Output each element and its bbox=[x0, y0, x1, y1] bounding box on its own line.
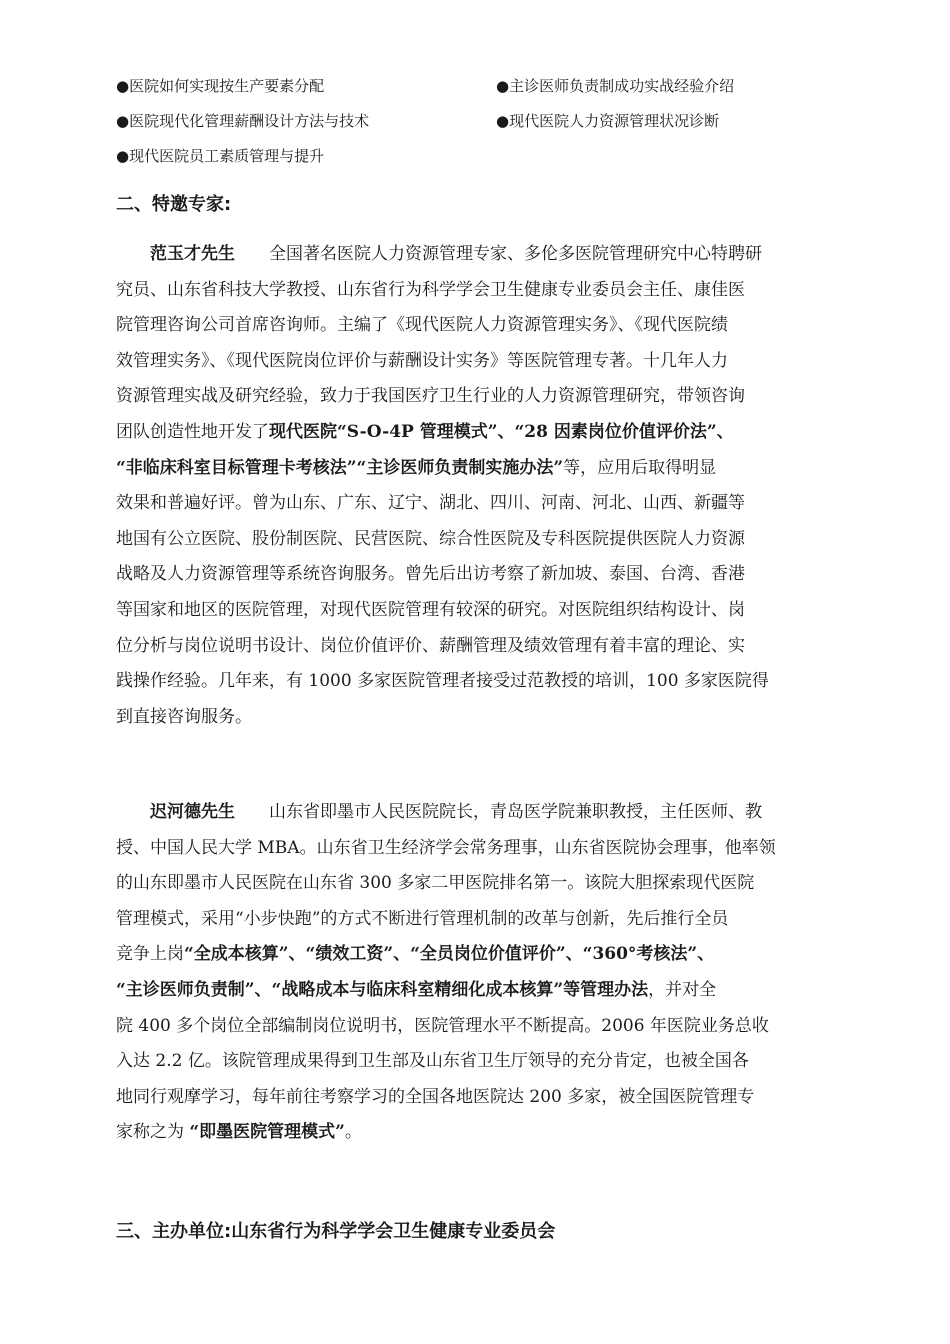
text-segment: 位分析与岗位说明书设计、岗位价值评价、薪酬管理及绩效管理有着丰富的理论、实 bbox=[116, 635, 745, 656]
section-heading-experts: 二、特邀专家: bbox=[116, 194, 232, 215]
text-line bbox=[116, 664, 836, 700]
text-segment: 全国著名医院人力资源管理专家、多伦多医院管理研究中心特聘研 bbox=[269, 244, 762, 264]
text-segment: 效果和普遍好评。曾为山东、广东、辽宁、湖北、四川、河南、河北、山西、新疆等 bbox=[116, 493, 745, 514]
text-segment: 效管理实务》、《现代医院岗位评价与薪酬设计实务》等医院管理专著。十几年人力 bbox=[116, 350, 728, 371]
text-segment: 资源管理实战及研究经验，致力于我国医疗卫生行业的人力资源管理研究，带领咨询 bbox=[116, 386, 745, 407]
text-segment: 践操作经验。几年来，有 1000 多家医院管理者接受过范教授的培训，100 多家医院得 bbox=[116, 671, 769, 692]
text-segment: 入达 2.2 亿。该院管理成果得到卫生部及山东省卫生厅领导的充分肯定，也被全国各 bbox=[116, 1051, 749, 1072]
text-line bbox=[116, 273, 836, 309]
expert-bio-chi bbox=[116, 795, 836, 1151]
text-segment: 等国家和地区的医院管理，对现代医院管理有较深的研究。对医院组织结构设计、岗 bbox=[116, 599, 745, 620]
text-line bbox=[116, 522, 836, 558]
expert-name: 迟河德先生 bbox=[150, 802, 235, 822]
text-segment: 等，应用后取得明显 bbox=[563, 457, 717, 478]
text-segment: 战略及人力资源管理等系统咨询服务。曾先后出访考察了新加坡、泰国、台湾、香港 bbox=[116, 564, 745, 585]
bullet-item: ●医院现代化管理薪酬设计方法与技术 bbox=[116, 112, 370, 130]
text-segment: 团队创造性地开发了 bbox=[116, 421, 269, 442]
text-line bbox=[116, 415, 836, 451]
text-line bbox=[116, 379, 836, 415]
text-segment: 地同行观摩学习，每年前往考察学习的全国各地医院达 200 多家，被全国医院管理专 bbox=[116, 1086, 755, 1107]
section-heading-organizer bbox=[116, 1218, 555, 1246]
expert-bio-lines bbox=[116, 795, 836, 1151]
text-line bbox=[116, 902, 836, 938]
text-line bbox=[116, 795, 836, 831]
text-line bbox=[116, 1080, 836, 1116]
text-segment: 竞争上岗 bbox=[116, 944, 184, 965]
text-segment: 地国有公立医院、股份制医院、民营医院、综合性医院及专科医院提供医院人力资源 bbox=[116, 528, 745, 549]
bullet-item: ●主诊医师负责制成功实战经验介绍 bbox=[496, 77, 735, 95]
text-line bbox=[116, 1009, 836, 1045]
bullet-row bbox=[116, 144, 836, 179]
bold-phrase: “非临床科室目标管理卡考核法”“主诊医师负责制实施办法” bbox=[116, 457, 564, 478]
bullet-row bbox=[116, 109, 836, 144]
text-segment: 院 400 多个岗位全部编制岗位说明书，医院管理水平不断提高。2006 年医院业务总收 bbox=[116, 1015, 769, 1036]
topic-bullet-list bbox=[116, 74, 836, 179]
expert-name: 范玉才先生 bbox=[150, 244, 235, 264]
text-line bbox=[116, 1044, 836, 1080]
text-line bbox=[116, 866, 836, 902]
text-line bbox=[116, 237, 836, 273]
text-line bbox=[116, 831, 836, 867]
bold-phrase: 现代医院“S-O-4P 管理模式”、“28 因素岗位价值评价法”、 bbox=[269, 421, 734, 442]
expert-bio-fan bbox=[116, 237, 836, 735]
text-line bbox=[116, 593, 836, 629]
text-segment: 。 bbox=[344, 1122, 362, 1143]
expert-bio-lines bbox=[116, 237, 836, 735]
text-segment: 院管理咨询公司首席咨询师。主编了《现代医院人力资源管理实务》、《现代医院绩 bbox=[116, 315, 728, 336]
bullet-item: ●医院如何实现按生产要素分配 bbox=[116, 77, 325, 95]
text-line bbox=[116, 1115, 836, 1151]
text-line bbox=[116, 344, 836, 380]
text-segment: 山东省即墨市人民医院院长，青岛医学院兼职教授，主任医师、教 bbox=[269, 802, 762, 822]
text-line bbox=[116, 451, 836, 487]
text-line bbox=[116, 937, 836, 973]
bold-phrase: “主诊医师负责制”、“战略成本与临床科室精细化成本核算”等管理办法 bbox=[116, 979, 649, 1000]
bold-phrase: “即墨医院管理模式” bbox=[189, 1122, 345, 1143]
bullet-item: ●现代医院人力资源管理状况诊断 bbox=[496, 112, 720, 130]
text-segment: 管理模式，采用“小步快跑”的方式不断进行管理机制的改革与创新，先后推行全员 bbox=[116, 908, 729, 929]
bullet-row bbox=[116, 74, 836, 109]
text-line bbox=[116, 486, 836, 522]
text-line bbox=[116, 629, 836, 665]
organizer-name: 山东省行为科学学会卫生健康专业委员会 bbox=[231, 1221, 556, 1242]
text-segment: 的山东即墨市人民医院在山东省 300 多家二甲医院排名第一。该院大胆探索现代医院 bbox=[116, 873, 755, 894]
text-segment: 授、中国人民大学 MBA。山东省卫生经济学会常务理事，山东省医院协会理事，他率领 bbox=[116, 837, 776, 858]
text-segment: 到直接咨询服务。 bbox=[116, 706, 252, 727]
text-line bbox=[116, 700, 836, 736]
text-line bbox=[116, 308, 836, 344]
text-line bbox=[116, 557, 836, 593]
bold-phrase: “全成本核算”、“绩效工资”、“全员岗位价值评价”、“360°考核法”、 bbox=[184, 944, 715, 965]
text-segment: ，并对全 bbox=[648, 979, 717, 1000]
bullet-item: ●现代医院员工素质管理与提升 bbox=[116, 147, 325, 165]
text-line bbox=[116, 973, 836, 1009]
text-segment: 究员、山东省科技大学教授、山东省行为科学学会卫生健康专业委员会主任、康佳医 bbox=[116, 279, 745, 300]
organizer-label: 三、主办单位: bbox=[116, 1221, 232, 1242]
text-segment: 家称之为 bbox=[116, 1122, 190, 1143]
